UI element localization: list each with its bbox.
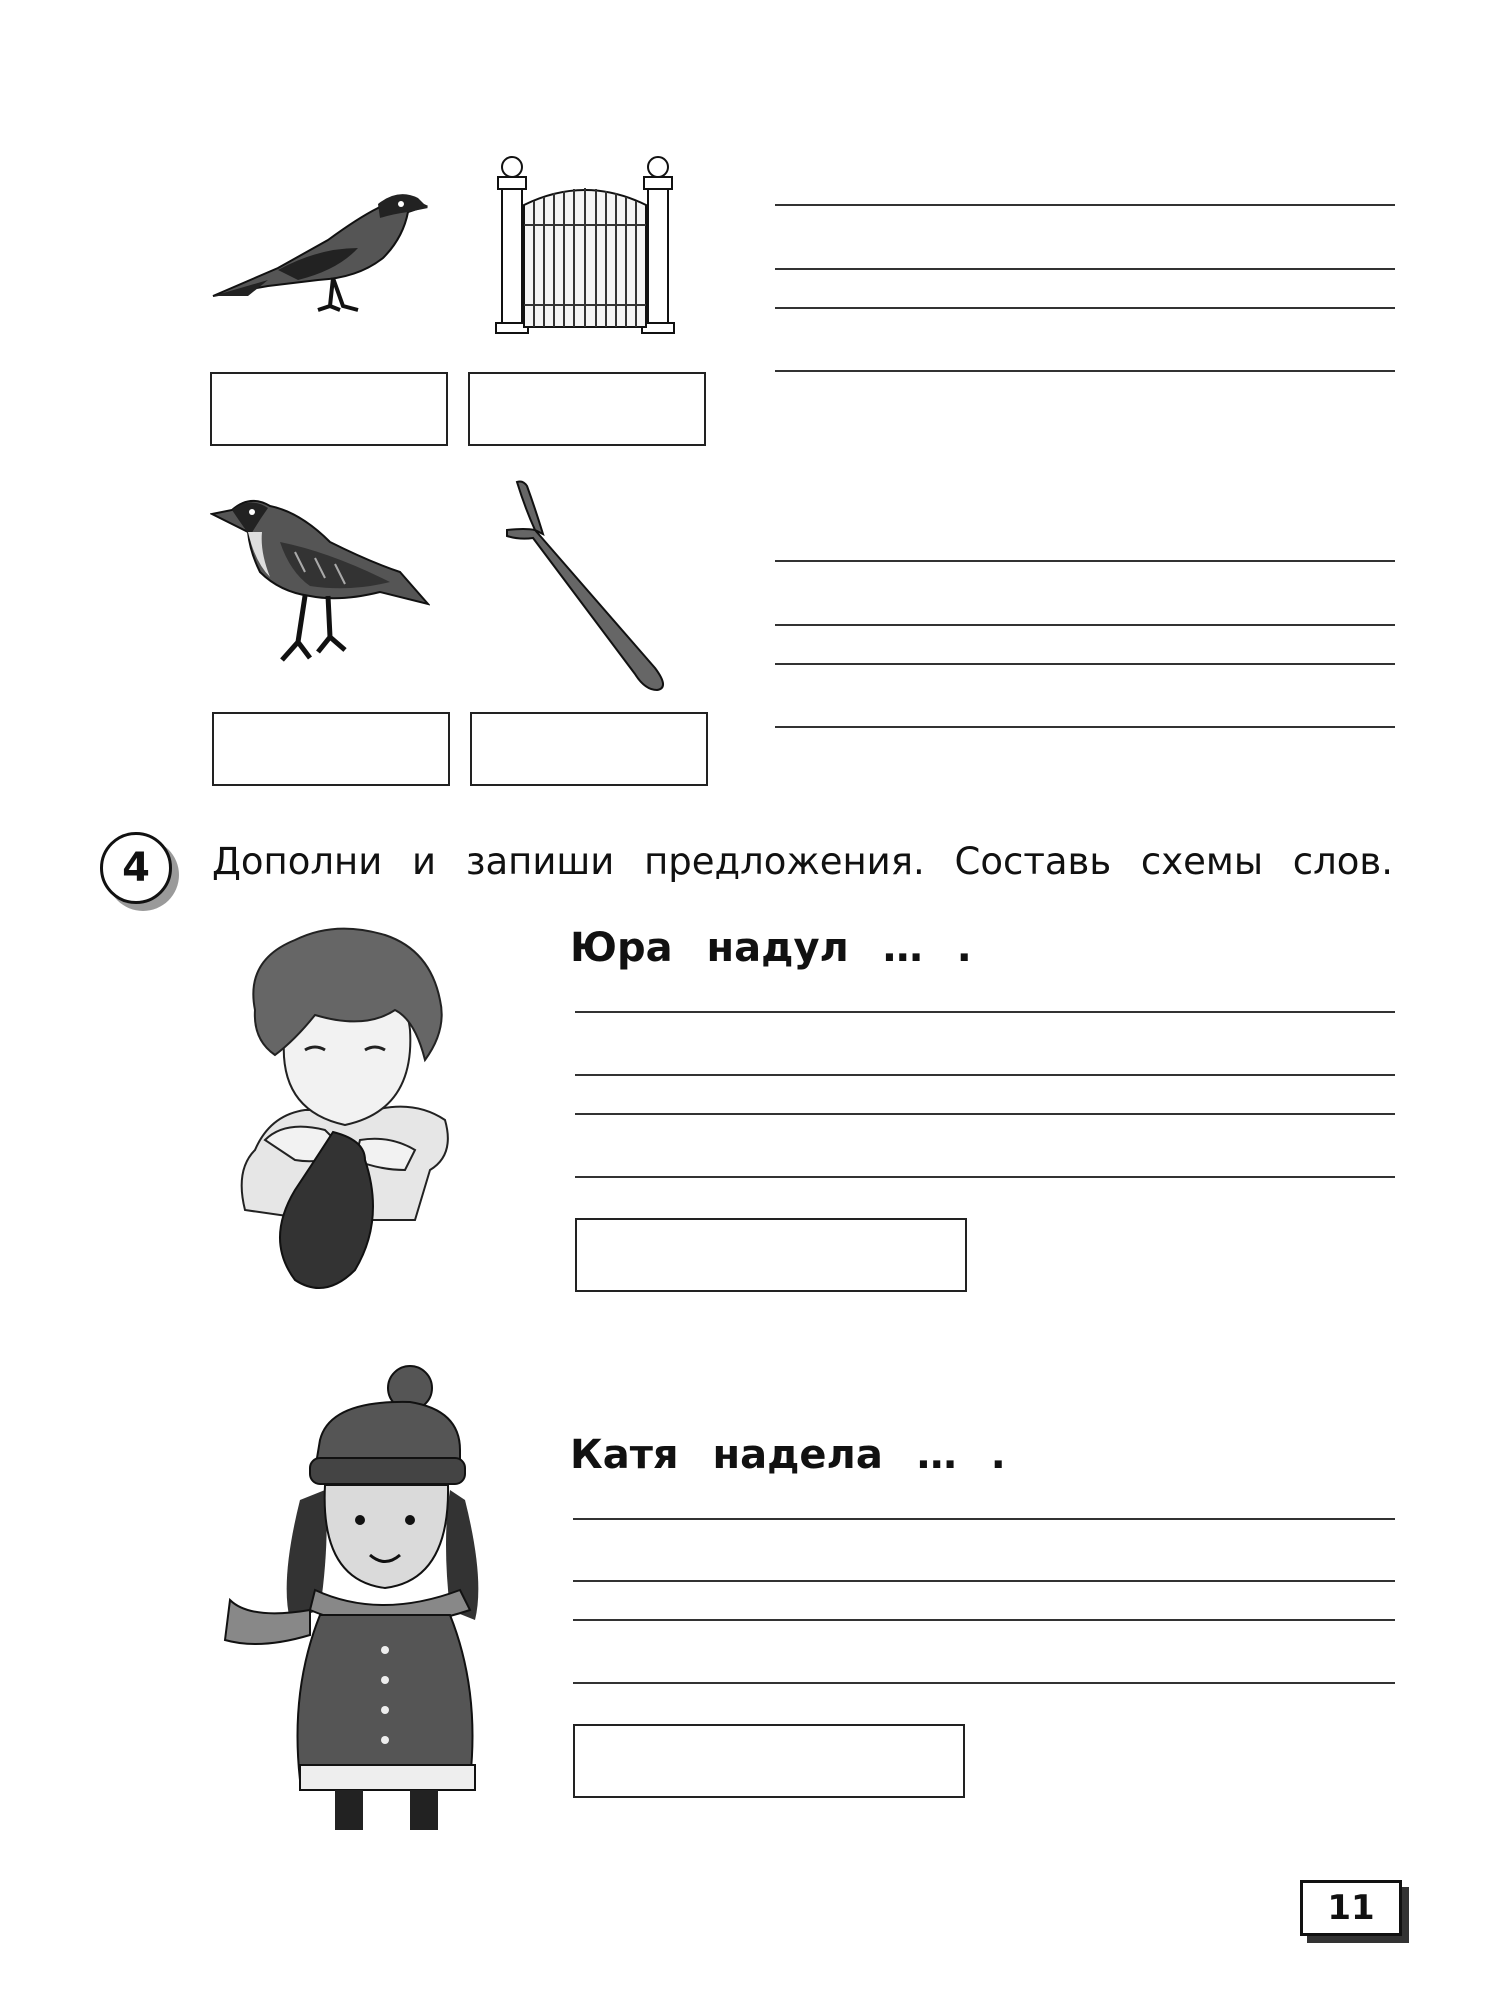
task-number-badge: 4 — [100, 832, 172, 904]
writing-line[interactable] — [775, 726, 1395, 728]
writing-line[interactable] — [775, 560, 1395, 562]
word-box-crow[interactable] — [210, 372, 448, 446]
writing-line[interactable] — [573, 1619, 1395, 1621]
task-instruction: Дополни и запиши предложения. Составь схемы слов. — [212, 840, 1393, 883]
word-box-jackdaw[interactable] — [212, 712, 450, 786]
writing-line[interactable] — [775, 370, 1395, 372]
page-number: 11 — [1300, 1880, 1402, 1936]
sentence-2: Катя надела … . — [570, 1432, 1006, 1478]
writing-line[interactable] — [775, 268, 1395, 270]
crow-icon — [208, 178, 428, 318]
writing-line[interactable] — [775, 624, 1395, 626]
boy-with-balloon-icon — [215, 920, 480, 1300]
word-scheme-box-2[interactable] — [573, 1724, 965, 1798]
word-box-stick[interactable] — [470, 712, 708, 786]
stick-icon — [505, 478, 670, 693]
word-box-gate[interactable] — [468, 372, 706, 446]
writing-line[interactable] — [575, 1113, 1395, 1115]
sentence-1: Юра надул … . — [570, 925, 972, 971]
writing-line[interactable] — [775, 307, 1395, 309]
writing-line[interactable] — [573, 1518, 1395, 1520]
word-scheme-box-1[interactable] — [575, 1218, 967, 1292]
writing-line[interactable] — [573, 1580, 1395, 1582]
writing-line[interactable] — [575, 1074, 1395, 1076]
writing-line[interactable] — [573, 1682, 1395, 1684]
writing-line[interactable] — [575, 1176, 1395, 1178]
writing-line[interactable] — [575, 1011, 1395, 1013]
gate-icon — [490, 155, 680, 335]
writing-line[interactable] — [775, 204, 1395, 206]
girl-in-winter-clothes-icon — [210, 1360, 485, 1840]
jackdaw-icon — [210, 492, 430, 677]
writing-line[interactable] — [775, 663, 1395, 665]
